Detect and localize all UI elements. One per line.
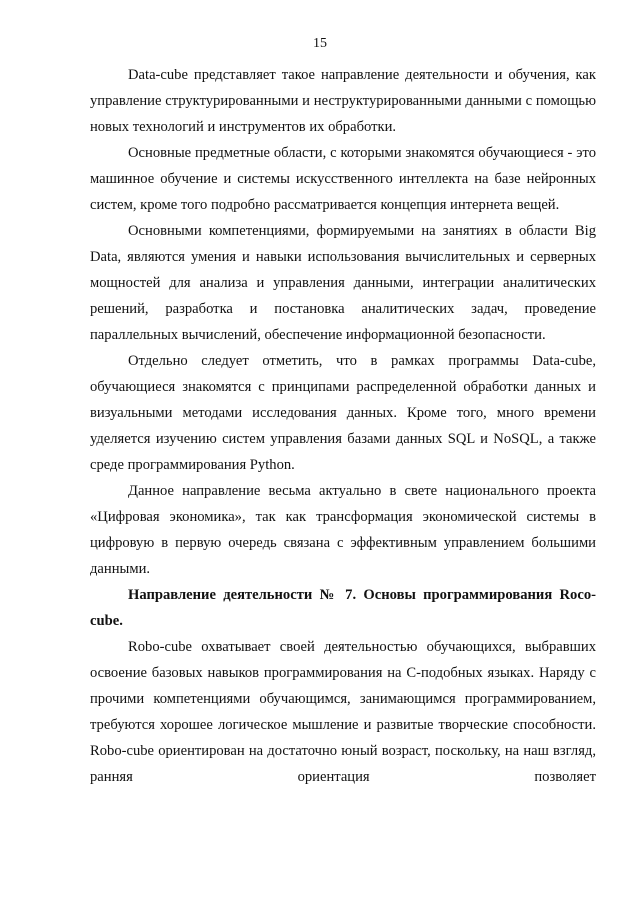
paragraph-distributed-processing: Отдельно следует отметить, что в рамках программы Data-cube, обучающиеся знакомятся с принципами распределенной обработки данных и визуальными методами исследования данных. Кроме того, много времени уделяется изучению систем управления базами данных SQL и NoSQL, а также среде программирования Python. — [90, 353, 596, 473]
paragraph-subject-areas: Основные предметные области, с которыми знакомятся обучающиеся - это машинное обучение и системы искусственного интеллекта на базе нейронных систем, кроме того подробно рассматривается концепция интернета вещей. — [90, 145, 596, 213]
paragraph-digital-economy: Данное направление весьма актуально в свете национального проекта «Цифровая экономика», так как трансформация экономической системы в цифровую в первую очередь связана с эффективным управлением большими данными. — [90, 483, 596, 577]
paragraph-data-cube-intro: Data-cube представляет такое направление деятельности и обучения, как управление структурированными и неструктурированными данными с помощью новых технологий и инструментов их обработки. — [90, 67, 596, 135]
paragraph-robo-cube: Robo-cube охватывает своей деятельностью обучающихся, выбравших освоение базовых навыков программирования на С-подобных языках. Наряду с прочими компетенциями обучающимся, занимающимся программированием, требуются хорошее логическое мышление и развитые творческие способности. Robo-cube ориентирован на достаточно юный возраст, поскольку, на наш взгляд, ранняя ориентация позволяет — [90, 639, 596, 785]
paragraph-competencies: Основными компетенциями, формируемыми на занятиях в области Big Data, являются умения и навыки использования вычислительных и серверных мощностей для анализа и управления данными, интеграции аналитических решений, разработка и постановка аналитических задач, проведение параллельных вычислений, обеспечение информационной безопасности. — [90, 223, 596, 343]
body-text — [90, 62, 596, 790]
section-heading: Направление деятельности № 7. Основы программирования Roco-cube. — [90, 587, 596, 629]
page-number: 15 — [313, 36, 327, 51]
